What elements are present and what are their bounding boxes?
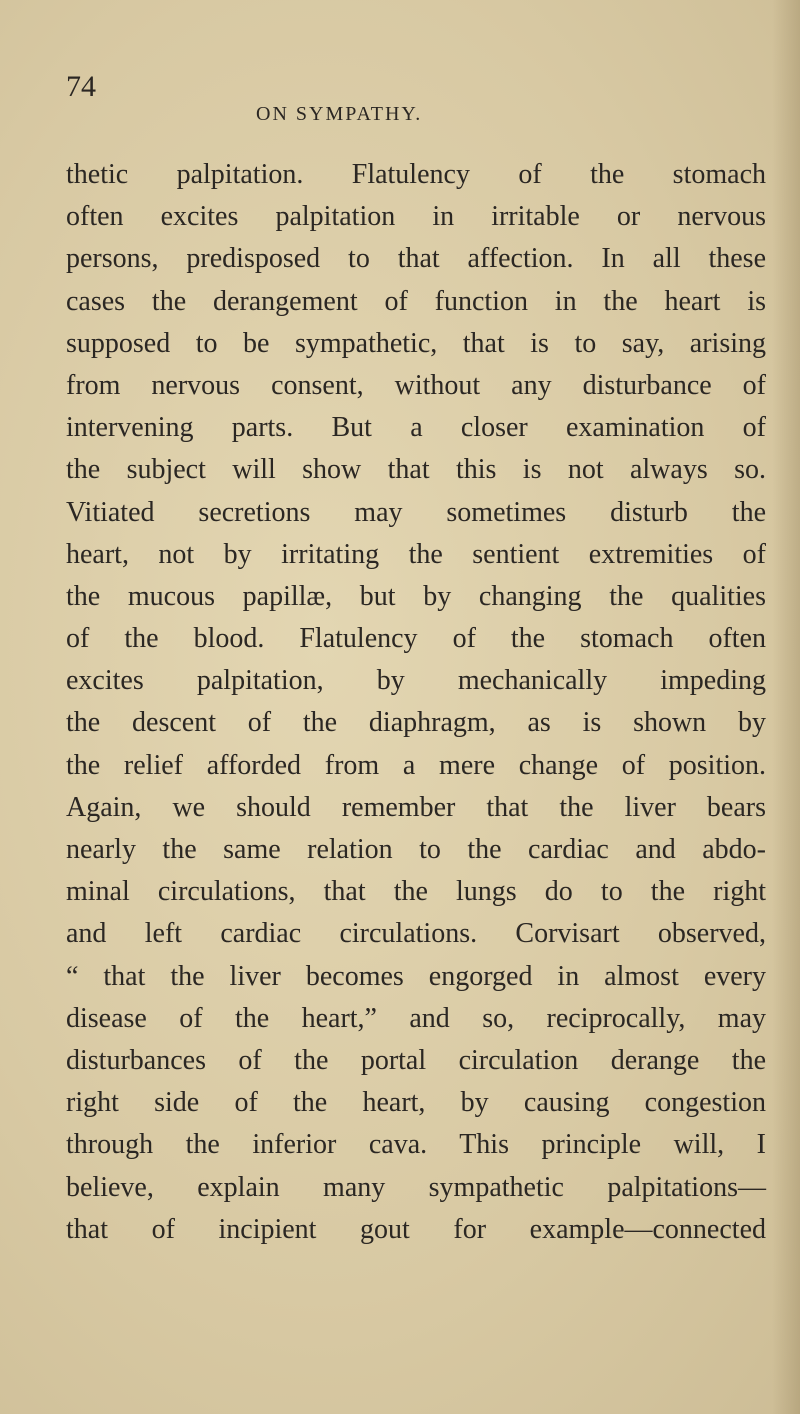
text-line: cases the derangement of function in the heart is	[66, 285, 766, 317]
text-line: from nervous consent, without any disturbance of	[66, 369, 766, 401]
text-line: Again, we should remember that the liver bears	[66, 791, 766, 823]
text-line: disturbances of the portal circulation derange the	[66, 1044, 766, 1076]
text-line: believe, explain many sympathetic palpitations—	[66, 1171, 766, 1203]
text-line: that of incipient gout for example—connected	[66, 1213, 766, 1245]
text-line: right side of the heart, by causing congestion	[66, 1087, 766, 1119]
text-line: nearly the same relation to the cardiac and abdo-	[66, 834, 766, 865]
text-line: often excites palpitation in irritable or nervous	[66, 201, 766, 233]
body-text	[66, 154, 766, 1251]
page-edge-shadow	[772, 0, 800, 1414]
text-line: excites palpitation, by mechanically impeding	[66, 665, 766, 697]
text-line: supposed to be sympathetic, that is to say, arising	[66, 327, 766, 359]
text-line: “ that the liver becomes engorged in almost every	[66, 960, 766, 992]
text-line: the relief afforded from a mere change of position.	[66, 749, 766, 781]
running-head: ON SYMPATHY.	[256, 103, 423, 125]
text-line: the subject will show that this is not always so.	[66, 454, 766, 486]
text-line: persons, predisposed to that affection. In all these	[66, 243, 766, 275]
text-line: through the inferior cava. This principle will, I	[66, 1129, 766, 1161]
text-line: disease of the heart,” and so, reciprocally, may	[66, 1002, 766, 1034]
text-line: the descent of the diaphragm, as is shown by	[66, 707, 766, 739]
text-line: Vitiated secretions may sometimes disturb the	[66, 496, 766, 528]
text-line: the mucous papillæ, but by changing the qualities	[66, 580, 766, 612]
text-line: heart, not by irritating the sentient extremities of	[66, 538, 766, 570]
page-number: 74	[66, 70, 96, 103]
text-line: and left cardiac circulations. Corvisart observed,	[66, 918, 766, 950]
text-line: thetic palpitation. Flatulency of the stomach	[66, 159, 766, 190]
text-line: intervening parts. But a closer examination of	[66, 412, 766, 444]
text-line: of the blood. Flatulency of the stomach often	[66, 623, 766, 655]
text-line: minal circulations, that the lungs do to the right	[66, 876, 766, 908]
